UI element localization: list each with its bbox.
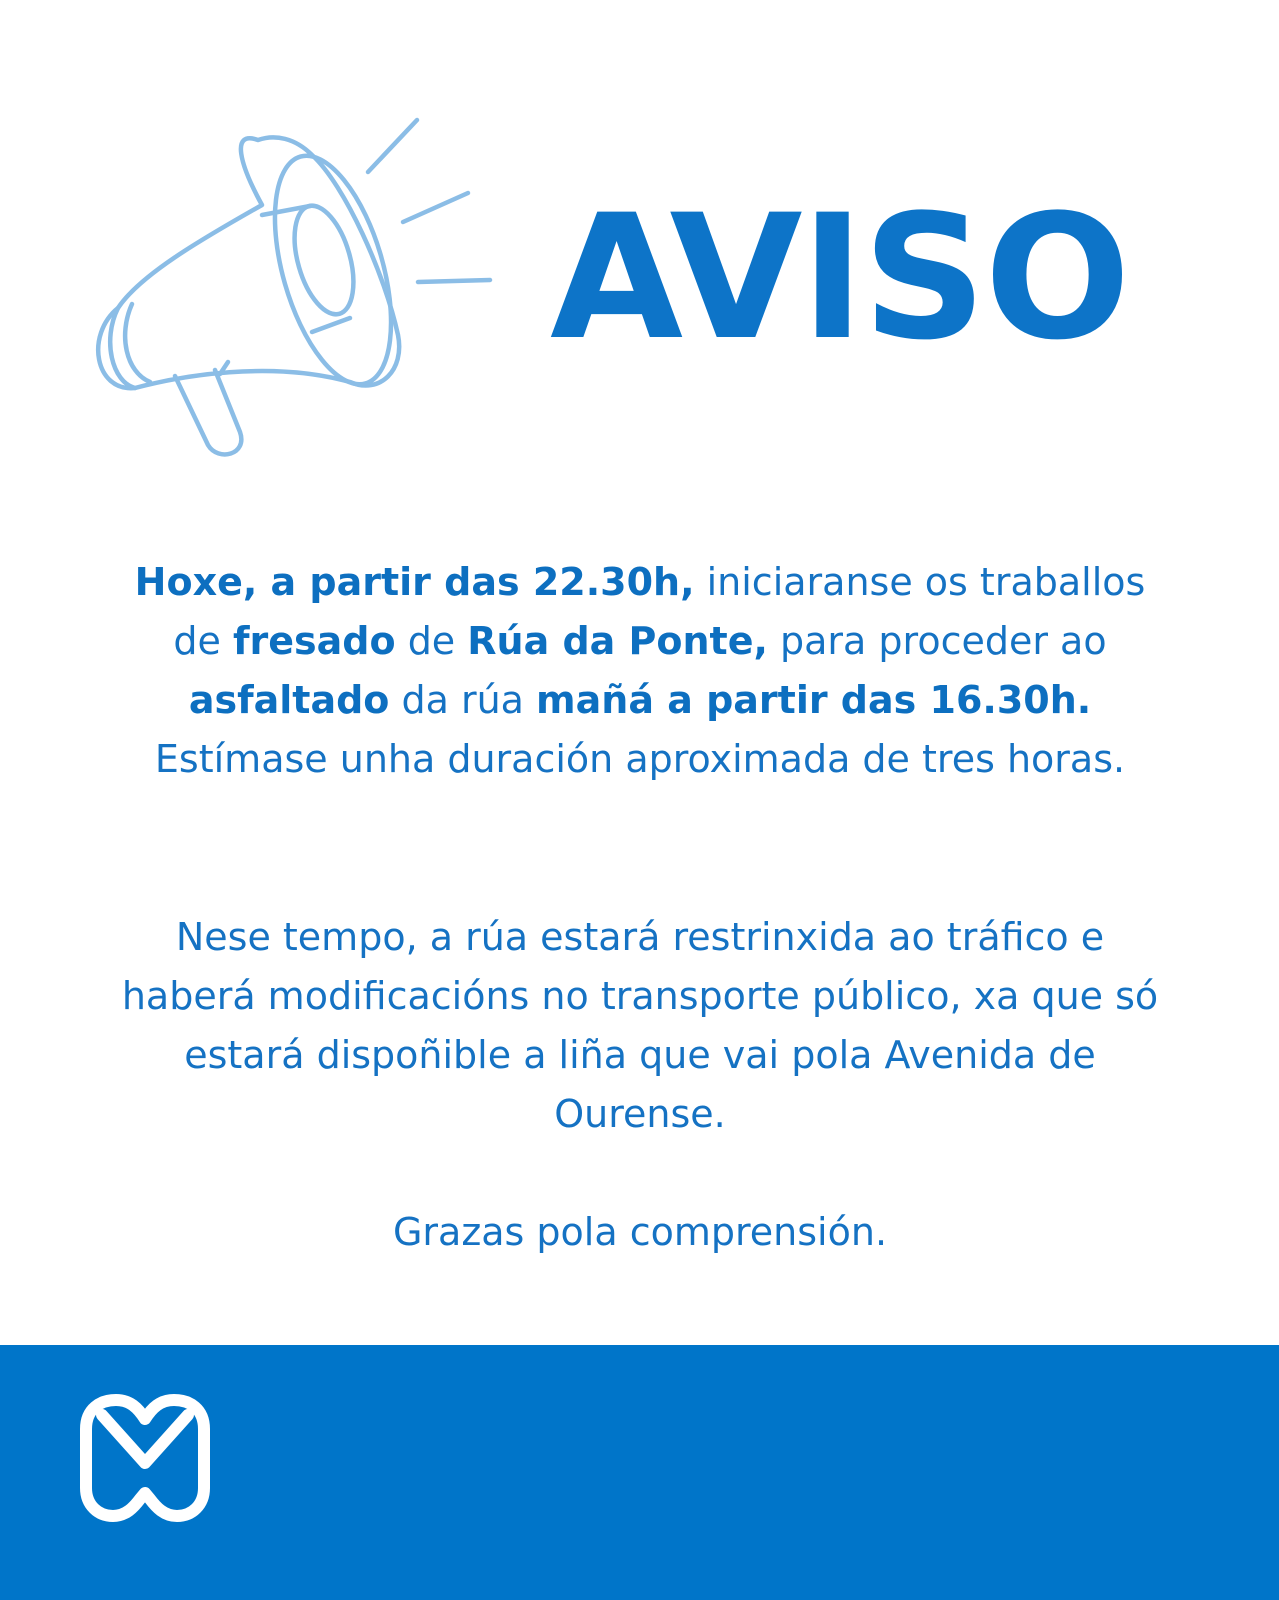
text-segment: para proceder ao bbox=[767, 619, 1107, 663]
text-segment: Estímase unha duración aproximada de tres horas. bbox=[154, 737, 1126, 781]
notice-title: AVISO bbox=[550, 177, 1129, 378]
highlight-asphalt: asfaltado bbox=[188, 678, 390, 722]
highlight-time-start: Hoxe, a partir das 22.30h, bbox=[134, 560, 695, 604]
traffic-info-paragraph: Nese tempo, a rúa estará restrinxida ao tráfico e haberá modificacións no transporte público, xa que só estará dispoñible a liña que vai pola Avenida de Ourense. bbox=[121, 915, 1159, 1136]
megaphone-icon bbox=[80, 110, 520, 480]
municipal-m-logo bbox=[78, 1393, 212, 1523]
highlight-street: Rúa da Ponte, bbox=[467, 619, 768, 663]
highlight-time-tomorrow: mañá a partir das 16.30h. bbox=[536, 678, 1092, 722]
thanks-paragraph: Grazas pola comprensión. bbox=[392, 1210, 888, 1254]
highlight-work-type: fresado bbox=[232, 619, 396, 663]
announcement-paragraph bbox=[120, 553, 1160, 789]
text-segment: da rúa bbox=[389, 678, 537, 722]
text-segment: de bbox=[395, 619, 468, 663]
text-segment: iniciaranse os traballos de bbox=[173, 560, 1146, 663]
